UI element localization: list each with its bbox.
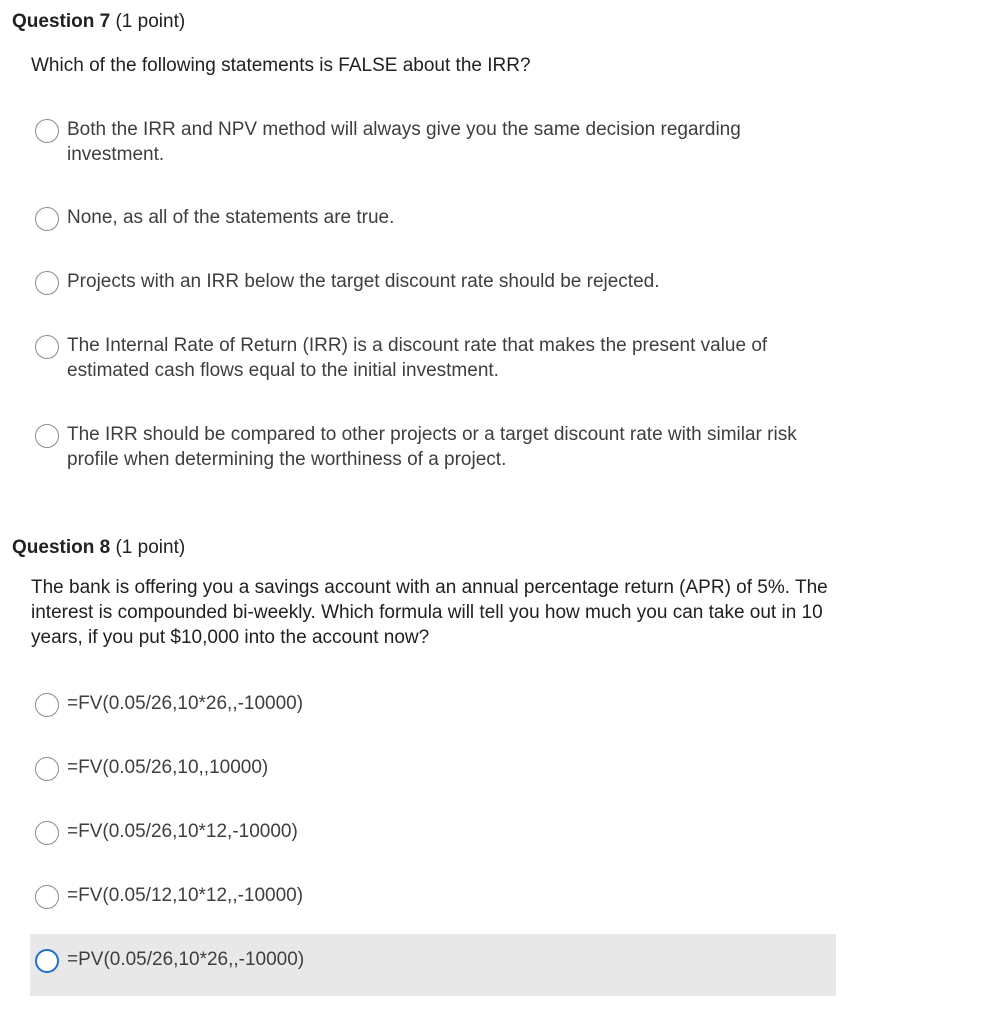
radio-button[interactable] [35,335,59,359]
option-label[interactable]: =FV(0.05/26,10,,10000) [67,757,269,778]
question-8-title: Question 8 [12,537,111,558]
q8-option-1[interactable] [30,690,836,720]
radio-button[interactable] [35,119,59,143]
question-8-header [12,537,185,559]
q8-option-3[interactable] [30,818,836,848]
question-7-points: (1 point) [115,11,186,32]
option-label[interactable]: The Internal Rate of Return (IRR) is a discount rate that makes the present value of estimated cash flows equal to the initial investment. [67,335,768,381]
option-label[interactable]: Projects with an IRR below the target discount rate should be rejected. [67,271,660,292]
question-7-text: Which of the following statements is FALSE about the IRR? [31,55,531,76]
question-7-title: Question 7 [12,11,111,32]
q7-option-5[interactable] [30,421,836,477]
option-label[interactable]: =FV(0.05/26,10*12,-10000) [67,821,298,842]
radio-button[interactable] [35,885,59,909]
q7-option-4[interactable] [30,332,836,388]
q7-option-3[interactable] [30,268,836,298]
radio-button[interactable] [35,693,59,717]
question-8-text: The bank is offering you a savings account with an annual percentage return (APR) of 5%. The interest is compounded bi-weekly. Which formula will tell you how much you can take out in 10 years, if you put $10,000 into the account now? [31,577,828,648]
question-7-header [12,11,185,33]
question-8-points: (1 point) [115,537,186,558]
option-label[interactable]: The IRR should be compared to other projects or a target discount rate with similar risk profile when determining the worthiness of a project. [67,424,797,470]
radio-button[interactable] [35,424,59,448]
radio-button[interactable] [35,757,59,781]
q8-option-5[interactable] [30,934,836,996]
q8-option-2[interactable] [30,754,836,784]
option-label[interactable]: =PV(0.05/26,10*26,,-10000) [67,949,305,970]
option-label[interactable]: None, as all of the statements are true. [67,207,395,228]
radio-button[interactable] [35,949,59,973]
radio-button[interactable] [35,271,59,295]
q7-option-1[interactable] [30,116,836,172]
option-label[interactable]: Both the IRR and NPV method will always give you the same decision regarding investment. [67,119,741,165]
q8-option-4[interactable] [30,882,836,912]
q7-option-2[interactable] [30,204,836,234]
radio-button[interactable] [35,207,59,231]
option-label[interactable]: =FV(0.05/12,10*12,,-10000) [67,885,304,906]
radio-button[interactable] [35,821,59,845]
option-label[interactable]: =FV(0.05/26,10*26,,-10000) [67,693,304,714]
